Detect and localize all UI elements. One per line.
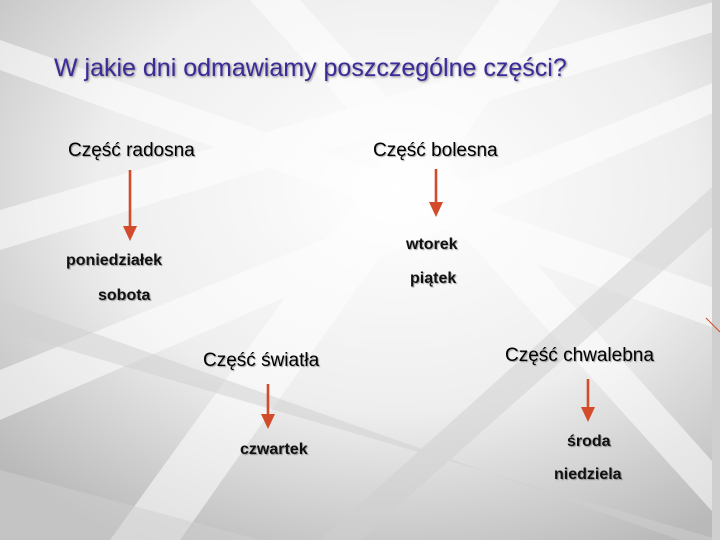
arrow-down-icon (428, 169, 444, 218)
day-wtorek: wtorek (406, 236, 458, 253)
day-sroda: środa (567, 433, 611, 450)
day-sobota: sobota (98, 287, 151, 304)
heading-czesc-radosna: Część radosna (68, 140, 195, 161)
slide-title: W jakie dni odmawiamy poszczególne części? (54, 54, 567, 82)
heading-czesc-swiatla: Część światła (203, 350, 320, 371)
arrow-down-icon (260, 384, 276, 430)
arrow-down-icon (580, 379, 596, 423)
day-piatek: piątek (410, 270, 457, 287)
arrow-down-icon (122, 170, 138, 242)
day-poniedzialek: poniedziałek (66, 252, 163, 269)
day-czwartek: czwartek (240, 441, 308, 458)
heading-czesc-chwalebna: Część chwalebna (505, 345, 654, 366)
day-niedziela: niedziela (554, 466, 622, 483)
heading-czesc-bolesna: Część bolesna (373, 140, 498, 161)
